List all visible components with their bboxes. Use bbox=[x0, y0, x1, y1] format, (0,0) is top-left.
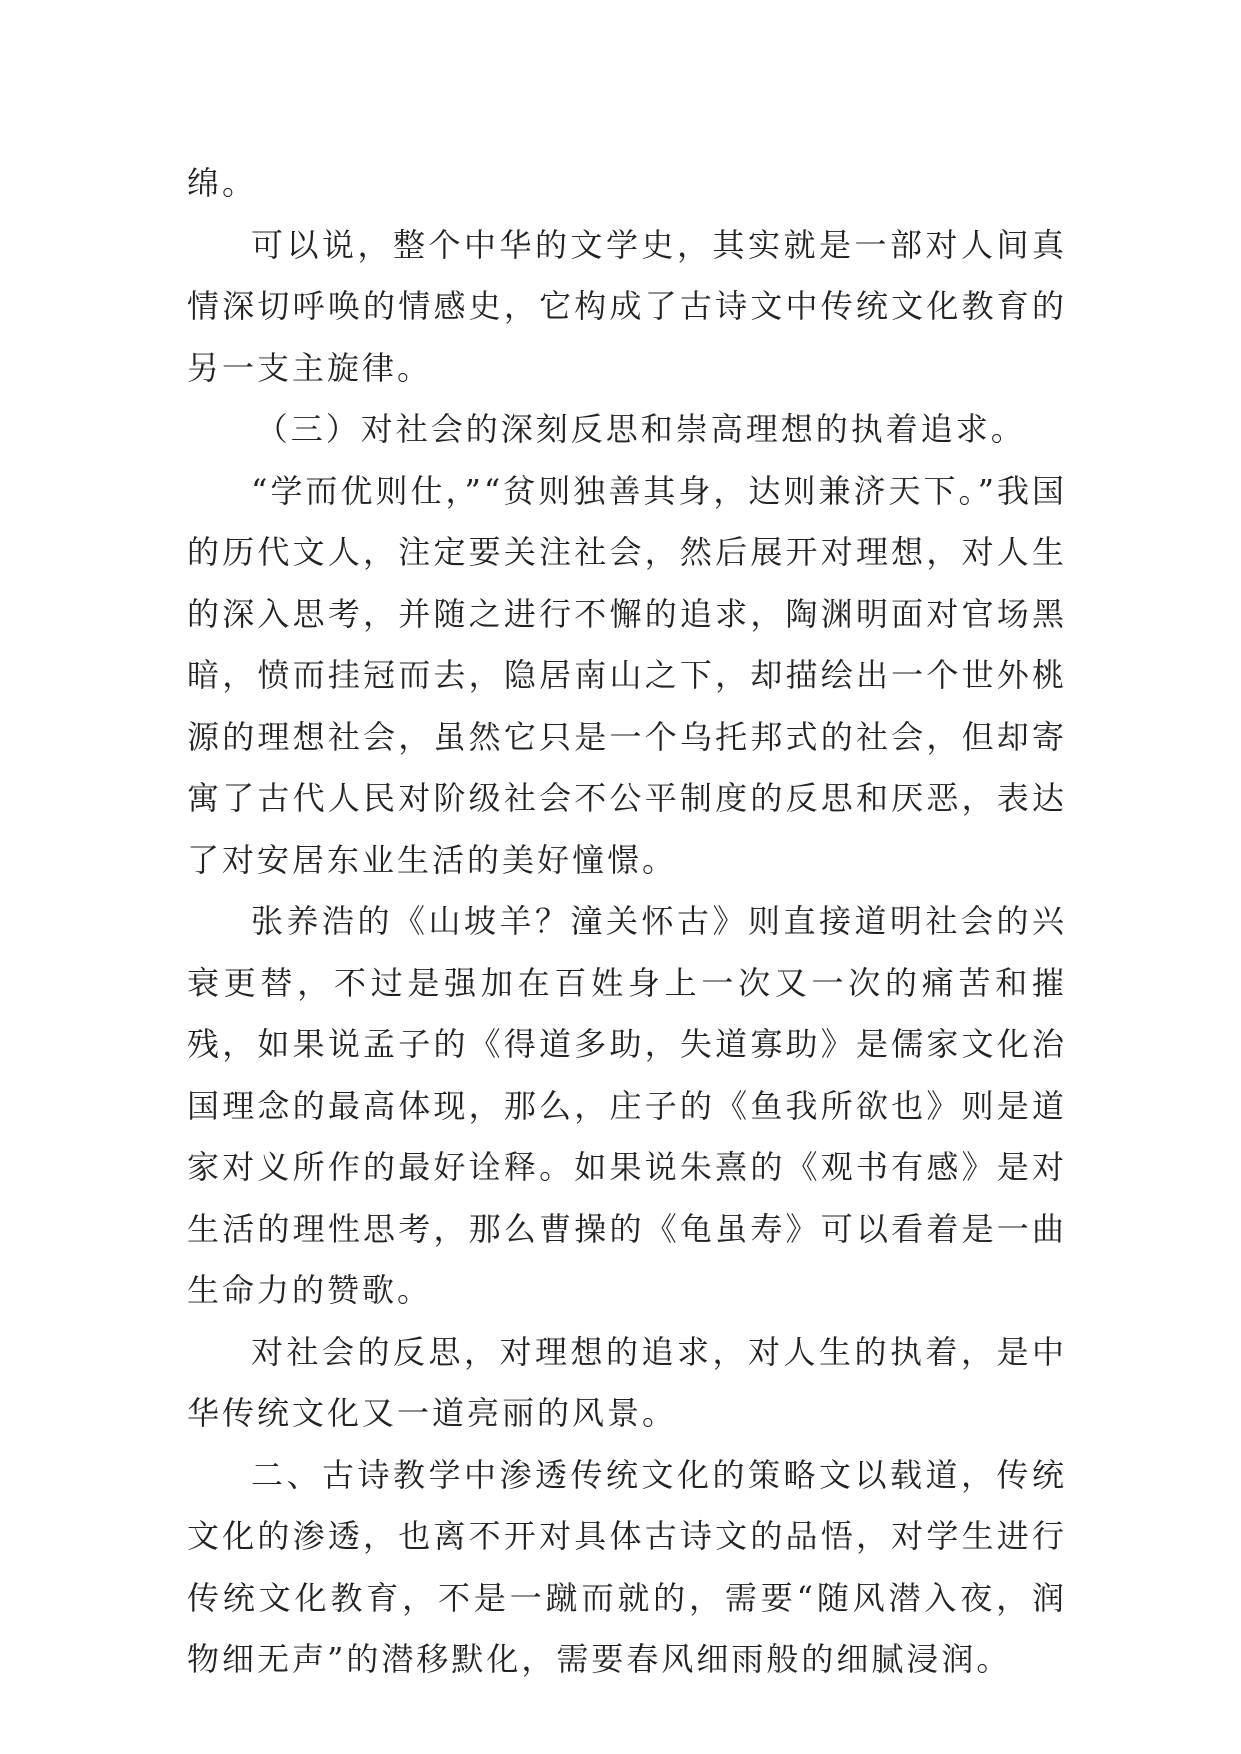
paragraph-scholars-society: “学而优则仕，”“贫则独善其身，达则兼济天下。”我国的历代文人，注定要关注社会，然后展开对理想，对人生的深入思考，并随之进行不懈的追求，陶渊明面对官场黑暗，愤而挂冠而去，隐居南山之下，却描绘出一个世外桃源的理想社会，虽然它只是一个乌托邦式的社会，但却寄寓了古代人民对阶级社会不公平制度的反思和厌恶，表达了对安居东业生活的美好憧憬。 bbox=[187, 471, 1067, 879]
paragraph-teaching-strategy: 二、古诗教学中渗透传统文化的策略文以载道，传统文化的渗透，也离不开对具体古诗文的品悟，对学生进行传统文化教育，不是一蹴而就的，需要“随风潜入夜，润物细无声”的潜移默化，需要春风细雨般的细腻浸润。 bbox=[187, 1455, 1067, 1678]
paragraph-continuation: 绵。 bbox=[187, 164, 258, 202]
body-text bbox=[187, 153, 1067, 1691]
paragraph-reflection-summary: 对社会的反思，对理想的追求，对人生的执着，是中华传统文化又一道亮丽的风景。 bbox=[187, 1332, 1067, 1432]
section-heading-3: （三）对社会的深刻反思和崇高理想的执着追求。 bbox=[255, 410, 1026, 448]
paragraph-literary-history: 可以说，整个中华的文学史，其实就是一部对人间真情深切呼唤的情感史，它构成了古诗文中传统文化教育的另一支主旋律。 bbox=[187, 225, 1067, 387]
paragraph-zhang-yanghao: 张养浩的《山坡羊？潼关怀古》则直接道明社会的兴衰更替，不过是强加在百姓身上一次又一次的痛苦和摧残，如果说孟子的《得道多助，失道寡助》是儒家文化治国理念的最高体现，那么，庄子的《鱼我所欲也》则是道家对义所作的最好诠释。如果说朱熹的《观书有感》是对生活的理性思考，那么曹操的《龟虽寿》可以看着是一曲生命力的赞歌。 bbox=[187, 902, 1067, 1309]
